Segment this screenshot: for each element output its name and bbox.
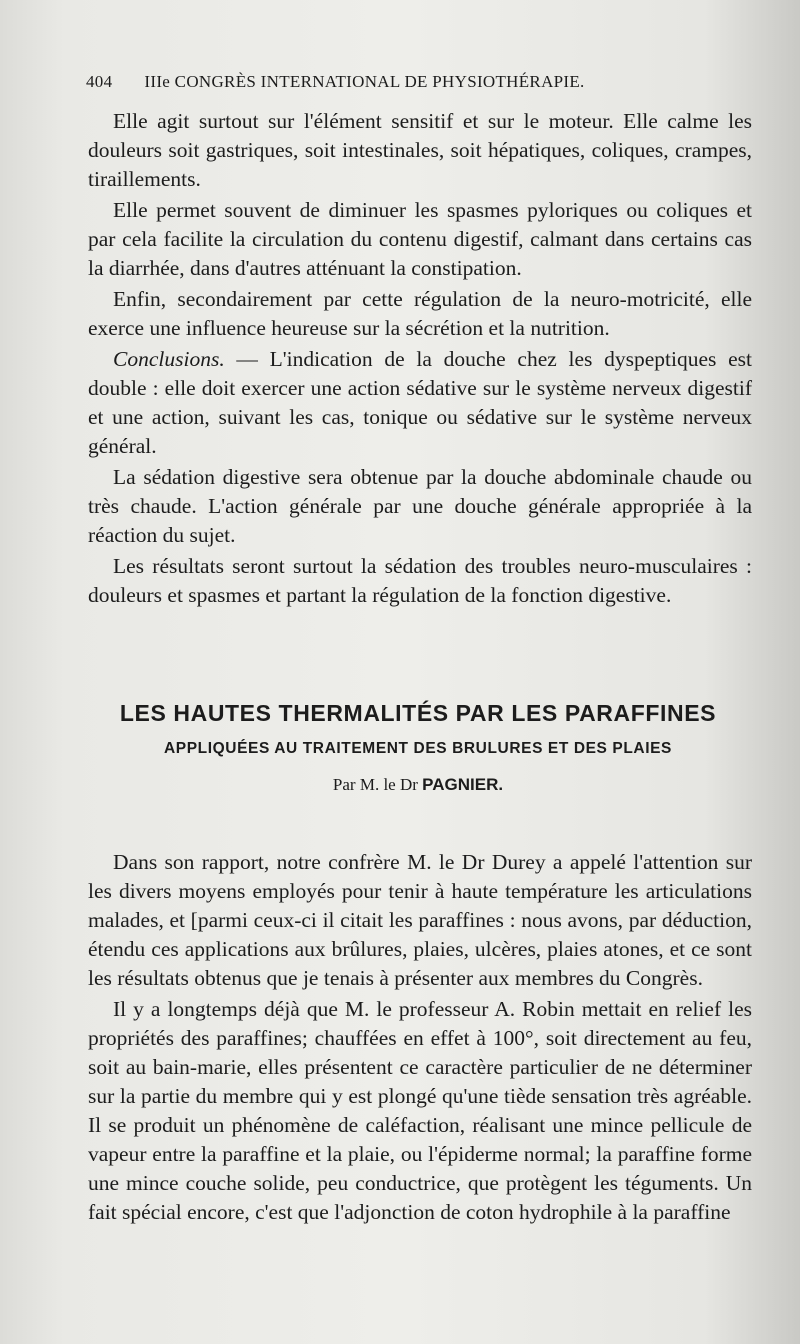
conclusions-text: — L'indication de la douche chez les dyspeptiques est double : elle doit exercer une action sédative sur le système nerveux digestif et une action, suivant les cas, tonique ou sédative sur le système nerveux général.	[88, 347, 752, 458]
conclusions-paragraph	[88, 345, 752, 461]
article-body	[88, 848, 752, 1229]
section-continued-text	[88, 107, 752, 612]
article-author	[88, 775, 748, 795]
paragraph: Enfin, secondairement par cette régulation de la neuro-motricité, elle exerce une influence heureuse sur la sécrétion et la nutrition.	[88, 287, 752, 340]
paragraph: Il y a longtemps déjà que M. le professeur A. Robin mettait en relief les propriétés des paraffines; chauffées en effet à 100°, soit directement au feu, soit au bain-marie, elles présentent ce caractère particulier de ne déterminer sur la partie du membre qui y est plongé qu'une tiède sensation très agréable. Il se produit un phénomène de caléfaction, réalisant une mince pellicule de vapeur entre la paraffine et la plaie, ou l'épiderme normal; la paraffine forme une mince couche solide, peu conductrice, que protègent les téguments. Un fait spécial encore, c'est que l'adjonction de coton hydrophile à la paraffine	[88, 997, 752, 1224]
author-name: PAGNIER.	[422, 775, 504, 794]
paragraph: Les résultats seront surtout la sédation des troubles neuro-musculaires : douleurs et spasmes et partant la régulation de la fonction digestive.	[88, 554, 752, 607]
paragraph: Dans son rapport, notre confrère M. le Dr Durey a appelé l'attention sur les divers moyens employés pour tenir à haute température les articulations malades, et [parmi ceux-ci il citait les paraffines : nous avons, par déduction, étendu ces applications aux brûlures, plaies, ulcères, plaies atones, et ce sont les résultats obtenus que je tenais à présenter aux membres du Congrès.	[88, 850, 752, 990]
running-title: IIIe CONGRÈS INTERNATIONAL DE PHYSIOTHÉRAPIE.	[144, 72, 585, 91]
author-prefix: Par M. le Dr	[332, 775, 418, 794]
article-subtitle: APPLIQUÉES AU TRAITEMENT DES BRULURES ET DES PLAIES	[164, 740, 672, 757]
paragraph: Elle permet souvent de diminuer les spasmes pyloriques ou coliques et par cela facilite la circulation du contenu digestif, calmant dans certains cas la diarrhée, dans d'autres atténuant la constipation.	[88, 198, 752, 280]
article-title: LES HAUTES THERMALITÉS PAR LES PARAFFINES	[119, 700, 717, 726]
paragraph: La sédation digestive sera obtenue par la douche abdominale chaude ou très chaude. L'action générale par une douche générale appropriée à la réaction du sujet.	[88, 465, 752, 547]
running-header	[86, 72, 746, 92]
paragraph: Elle agit surtout sur l'élément sensitif et sur le moteur. Elle calme les douleurs soit gastriques, soit intestinales, soit hépatiques, coliques, crampes, tiraillements.	[88, 109, 752, 191]
conclusions-label: Conclusions.	[113, 347, 225, 371]
page-number: 404	[86, 72, 113, 91]
